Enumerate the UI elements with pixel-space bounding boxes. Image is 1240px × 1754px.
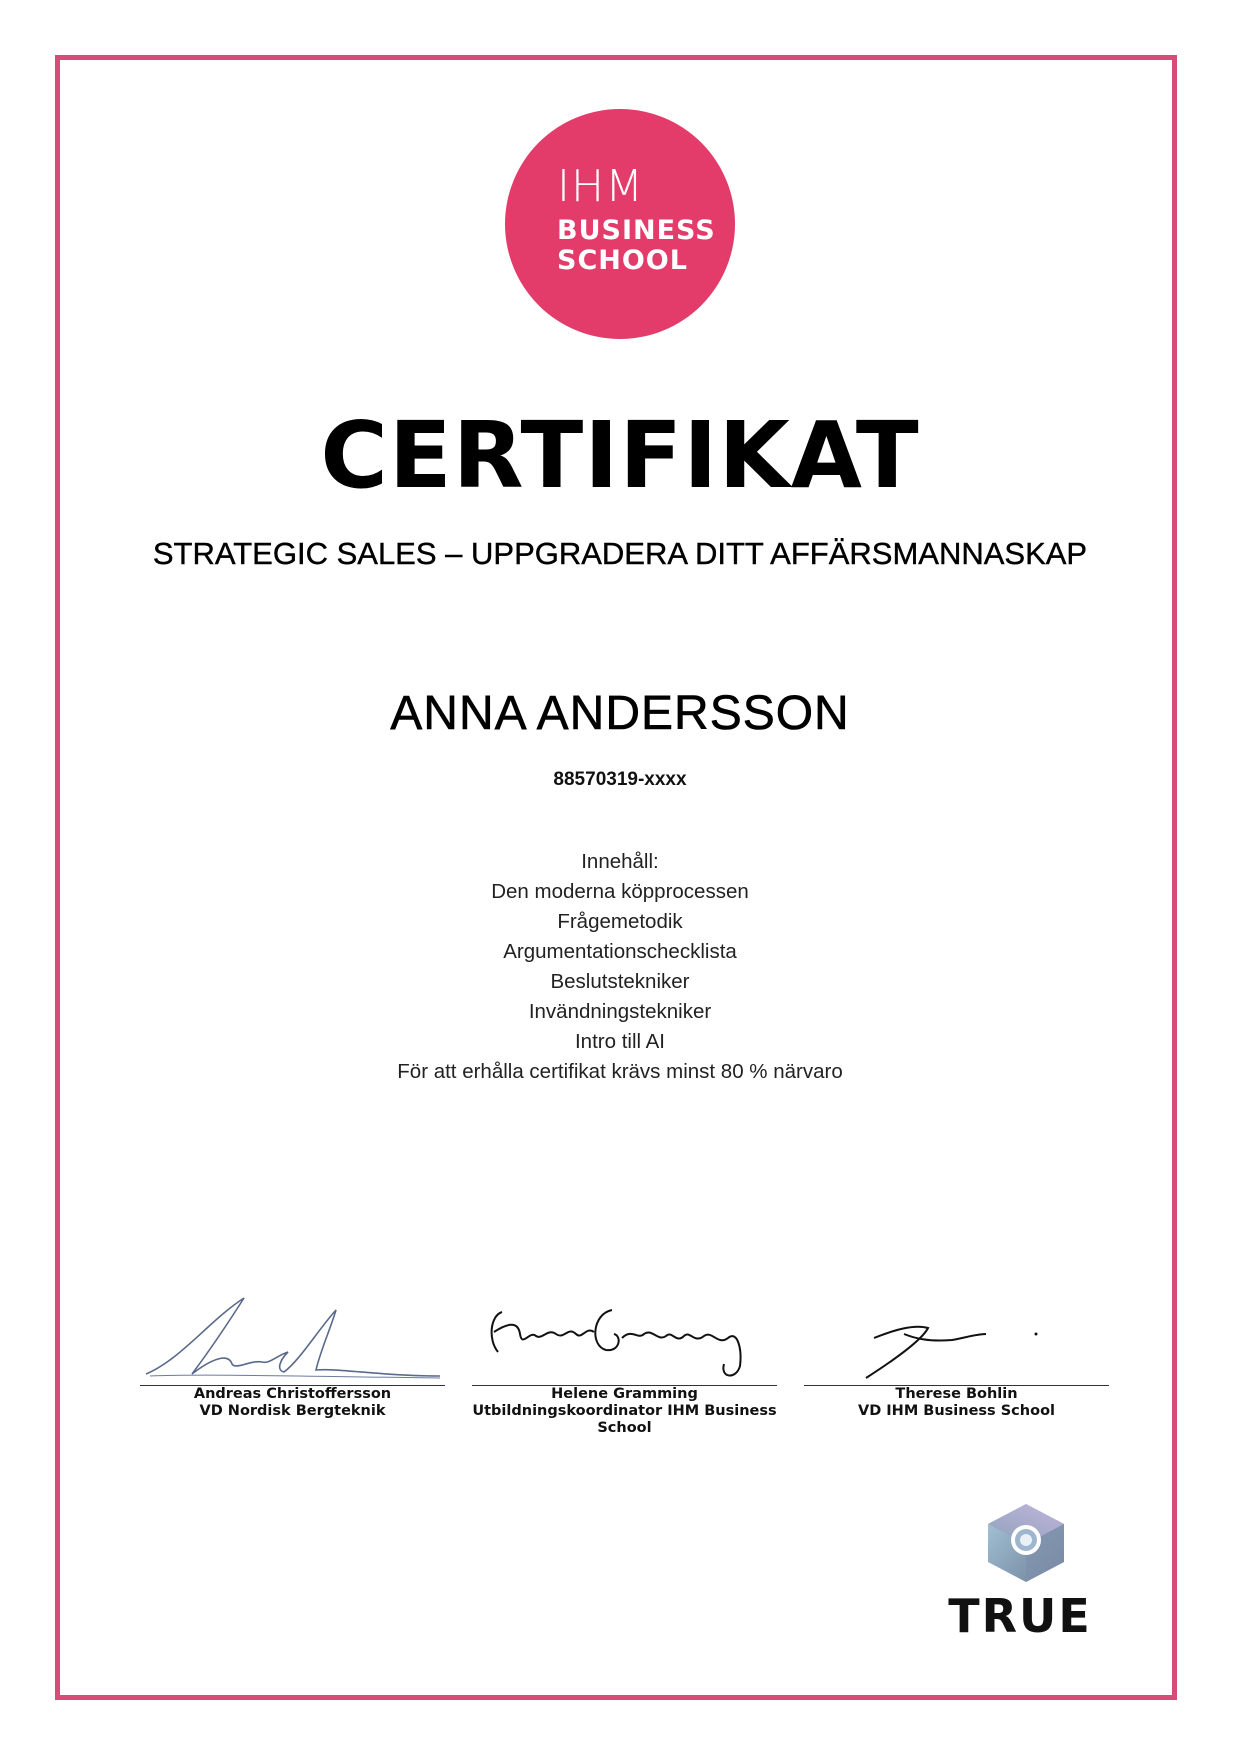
- recipient-name: ANNA ANDERSSON: [390, 687, 850, 740]
- content-item: Invändningstekniker: [528, 1000, 712, 1023]
- content-item: Den moderna köpprocessen: [491, 880, 749, 903]
- logo-line-business: BUSINESS: [557, 215, 716, 246]
- ihm-business-school-logo: [505, 109, 735, 339]
- logo-line-school: SCHOOL: [557, 245, 688, 276]
- signer-name: Andreas Christoffersson: [193, 1386, 392, 1402]
- true-logo-text: TRUE: [948, 1589, 1092, 1643]
- signature-block-3: [804, 1290, 1109, 1420]
- hexagon-cube-icon: [980, 1500, 1072, 1584]
- signature-image: [804, 1290, 1109, 1385]
- course-content: [0, 847, 1240, 1087]
- signer-role: VD IHM Business School: [857, 1403, 1055, 1419]
- content-item: Frågemetodik: [557, 910, 683, 933]
- content-item: Argumentationschecklista: [503, 940, 737, 963]
- signer-name: Helene Gramming: [551, 1386, 698, 1402]
- content-heading: Innehåll:: [581, 850, 659, 873]
- signer-role: Utbildningskoordinator IHM Business School: [472, 1403, 777, 1436]
- signer-role: VD Nordisk Bergteknik: [199, 1403, 386, 1419]
- content-item: Beslutstekniker: [550, 970, 690, 993]
- recipient-id: 88570319-xxxx: [553, 769, 687, 790]
- content-item: Intro till AI: [574, 1030, 665, 1053]
- certificate-title: CERTIFIKAT: [320, 402, 920, 509]
- signature-image: [140, 1290, 445, 1385]
- signature-image: [472, 1290, 777, 1385]
- attendance-note: För att erhålla certifikat krävs minst 80 % närvaro: [397, 1060, 843, 1083]
- signature-block-1: [140, 1290, 445, 1420]
- course-title: STRATEGIC SALES – UPPGRADERA DITT AFFÄRSMANNASKAP: [152, 536, 1088, 571]
- signer-name: Therese Bohlin: [895, 1386, 1018, 1402]
- signature-block-2: [472, 1290, 777, 1437]
- logo-line-ihm: IHM: [557, 161, 645, 212]
